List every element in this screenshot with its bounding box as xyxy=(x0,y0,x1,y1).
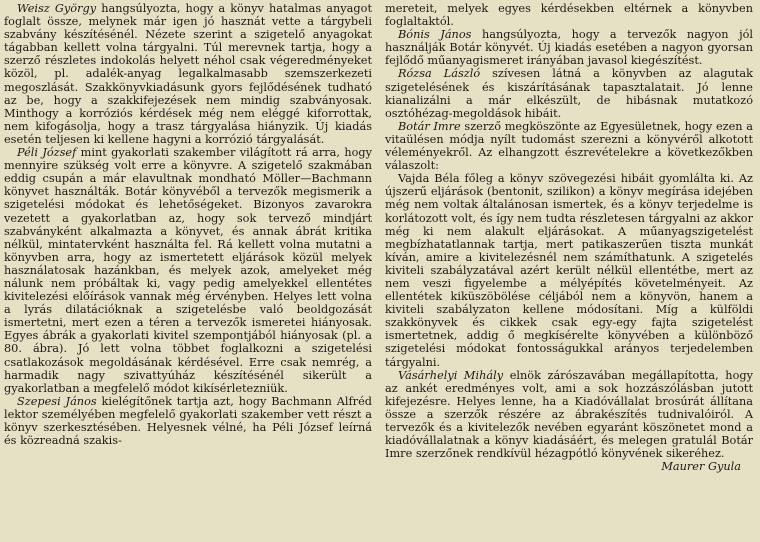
speaker-name: Vásárhelyi Mihály xyxy=(398,368,504,382)
speaker-name: Botár Imre xyxy=(398,119,461,133)
speaker-name: Szepesi János xyxy=(17,394,97,408)
paragraph-text: mint gyakorlati szakember világított rá arra, hogy mennyire szükség volt erre a könyvre. A szigetelő szakmában eddig csupán a már elavultnak mondható Möller—Bachmann könyvet használták. Botár könyvéből a tervezők megismerik a szigetelési módokat és lehetőségeket. Bizonyos zavarokra vezetett a gyakorlatban az, hogy sok tervező mindjárt szabványként alkalmazta a könyvet, és annak ábrát kritika nélkül, mintatervként használta fel. Rá kellett volna mutatni a könyvben arra, hogy az ismertetett eljárások közül melyek használatosak hazánkban, és melyek azok, amelyeket még nálunk nem próbáltak ki, vagy pedig amelyekkel ellentétes kivitelezési előírások vannak még érvényben. Helyes lett volna a lyrás dilatációknak a szigetelésbe való beoldgozását ismertetni, mert ezen a téren a tervezők ismeretei hiányosak. Egyes ábrák a gyakorlati kivitel szempontjából hiányosak (pl. a 80. ábra). Jó lett volna többet foglalkozni a szigetelési csatlakozások megoldásának kérdésével. Erre csak nemrég, a harmadik nagy szivattyúház készítésénél sikerült a gyakorlatban a megfelelő módot kikísérletezniük. xyxy=(4,146,373,395)
paragraph-text: szívesen látná a könyvben az alagutak szigetelésének és kiszárításának tapasztalatait. Jó lenne kianalizálni a már elkészült, de hibásnak mutatkozó osztóhézag-megoldások hibáit. xyxy=(385,67,753,120)
paragraph xyxy=(385,120,753,172)
paragraph xyxy=(385,67,753,119)
speaker-name: Bónis János xyxy=(398,28,472,42)
paragraph-text: szerző megköszönte az Egyesületnek, hogy ezen a vitaülésen módja nyílt tudomást szerezni a könyvéről alkotott véleményekről. Az elhangzott észrevételekre a következőkben válaszolt: xyxy=(385,119,753,173)
paragraph-text: kielégítőnek tartja azt, hogy Bachmann Alfréd lektor személyében megfelelő gyakorlati szakember vett részt a könyv szerkesztésében. Helyesnek vélné, ha Péli József leírná és közreadná szakis- xyxy=(4,394,372,448)
speaker-name: Rózsa László xyxy=(398,67,481,81)
speaker-name: Weisz György xyxy=(17,2,97,15)
right-column xyxy=(379,2,753,542)
paragraph xyxy=(385,172,753,368)
paragraph-text: elnök zárószavában megállapította, hogy az ankét eredményes volt, ami a sok hozzászólásban jutott kifejezésre. Helyes lenne, ha a Kiadóvállalat brosúrát állítana össze a szerzők részére az ábrakészítés tudnivalóiról. A tervezők és a kivitelezők nevében egyaránt köszönetet mond a kiadóvállalatnak a könyv kiadásáért, és melegen gratulál Botár Imre szerzőnek rendkívül hézagpótló könyvének sikeréhez. xyxy=(385,368,753,461)
left-column xyxy=(4,2,378,542)
paragraph xyxy=(4,146,372,395)
signature: Maurer Gyula xyxy=(661,460,741,474)
paragraph xyxy=(4,395,372,447)
paragraph xyxy=(385,28,753,67)
paragraph-text: Vajda Béla főleg a könyv szövegezési hibáit gyomlálta ki. Az újszerű eljárások (bentonit, szilikon) a könyv megírása idejében még nem voltak általánosan ismertek, és a könyv terjedelme is korlátozott volt, és így nem tudta részletesen tárgyalni az akkor még ki nem alakult eljárásokat. A műanyagszigetelést megbízhatatlannak tartja, mert patikaszerűen tiszta munkát kíván, amire a kivitelezésnél nem számíthatunk. A szigetelés kiviteli szabályzatával azért került nélkül ellentétbe, mert az nem veszi figyelembe a mélyépítés követelményeit. Az ellentétek kiküszöbölése céljából nem a könyvön, hanem a kiviteli szabályzaton kellene módosítani. Míg a külföldi szakkönyvek és cikkek csak egy-egy fajta szigetelést ismertetnek, addig ő megkísérelte könyvében a különböző szigetelési módokat fontosságukkal arányos terjedelemben tárgyalni. xyxy=(385,172,753,369)
paragraph xyxy=(385,369,753,461)
paragraph xyxy=(385,2,753,28)
paragraph xyxy=(4,2,372,146)
paragraph-text: mereteit, melyek egyes kérdésekben eltérnek a könyvben foglaltaktól. xyxy=(385,2,753,29)
speaker-name: Péli József xyxy=(17,146,77,160)
paragraph-text: hangsúlyozta, hogy a tervezők nagyon jól használják Botár könyvét. Új kiadás esetében a nagyon gyorsan fejlődő műanyagismeret irányában javasol kiegészítést. xyxy=(385,28,753,68)
paragraph-text: hangsúlyozta, hogy a könyv hatalmas anyagot foglalt össze, melynek már igen jó hasznát vette a tárgybeli szabvány készítésénél. Nézete szerint a szigetelő anyagokat tágabban kellett volna tárgyalni. Túl merevnek tartja, hogy a szerző részletes indokolás helyett néhol csak végeredményeket közöl, pl. adalék-anyag legalkalmasabb szemszerkezeti megoszlását. Szakkönyvkiadásunk gyors fejlődésének tudható az be, hogy a szakkifejezések nem mindig szabványosak. Minthogy a korróziós kérdések még nem eléggé kiforrottak, nem kifogásolja, hogy a trasz tárgyalása hiányzik. Új kiadás esetén teljesen ki kellene hagyni a korrózió tárgyalását. xyxy=(4,2,372,146)
